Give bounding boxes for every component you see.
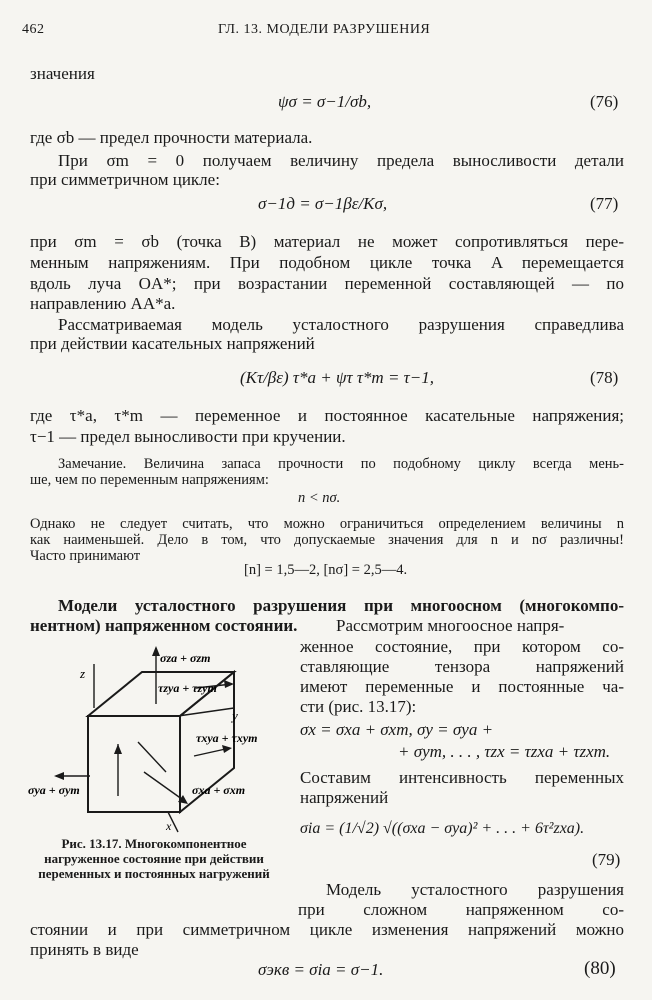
equation-79: σia = (1/√2) √((σxa − σya)² + . . . + 6τ²zxa).	[300, 820, 585, 837]
text-line: принять в виде	[30, 940, 139, 959]
text-line: при симметричном цикле:	[30, 170, 220, 189]
text-line: женное состояние, при котором со-	[300, 637, 624, 656]
text-line: при сложном напряженном со-	[298, 900, 624, 919]
text-line: Составим интенсивность переменных	[300, 768, 624, 787]
text-line: ставляющие тензора напряжений	[300, 657, 624, 676]
text-line: имеют переменные и постоянные ча-	[300, 677, 624, 696]
section-heading: нентном) напряженном состоянии.	[30, 616, 298, 635]
front-arrow-2	[138, 742, 166, 772]
label-sigma-z: σza + σzm	[160, 651, 211, 665]
label-z-axis: z	[80, 666, 86, 681]
equation-number: (78)	[590, 368, 619, 387]
text-line: значения	[30, 64, 95, 83]
label-y-axis: y	[232, 708, 238, 723]
text-line: менным напряжениям. При подобном цикле точка A перемещается	[30, 253, 624, 272]
label-tau-xy: τxya + τxym	[196, 731, 258, 745]
label-sigma-y: σya + σym	[28, 783, 80, 797]
equation-80: σэкв = σia = σ−1.	[258, 960, 384, 979]
text-line: стоянии и при симметричном цикле изменения напряжений можно	[30, 920, 624, 939]
cube-front-face	[88, 716, 180, 812]
text-line: при σm = σb (точка B) материал не может сопротивляться пере-	[30, 232, 624, 251]
label-tau-zy: τzya + τzym	[158, 681, 217, 695]
figure-caption: Рис. 13.17. Многокомпонентное нагруженное состояние при действии переменных и постоянных нагружений	[38, 836, 270, 881]
remark-equation: [n] = 1,5—2, [nσ] = 2,5—4.	[244, 562, 408, 578]
text-line: где τ*a, τ*m — переменное и постоянное касательные напряжения;	[30, 406, 624, 425]
text-line: Рассмотрим многоосное напря-	[336, 616, 565, 635]
equation-76: ψσ = σ−1/σb,	[278, 92, 372, 111]
text-line: напряжений	[300, 788, 389, 807]
section-heading: Модели усталостного разрушения при многоосном (многокомпо-	[58, 596, 624, 615]
text-line: где σb — предел прочности материала.	[30, 128, 313, 147]
remark-line: Однако не следует считать, что можно ограничиться определением величины n	[30, 516, 624, 532]
remark-line: Часто принимают	[30, 548, 141, 564]
equation-78: (Kτ/βε) τ*a + ψτ τ*m = τ−1,	[240, 368, 434, 387]
equation-number: (77)	[590, 194, 619, 213]
text-line: При σm = 0 получаем величину предела выносливости детали	[58, 151, 624, 170]
text-line: τ−1 — предел выносливости при кручении.	[30, 427, 346, 446]
text-line: сти (рис. 13.17):	[300, 697, 417, 716]
label-x-axis: x	[166, 819, 172, 833]
remark-line: Замечание. Величина запаса прочности по подобному циклу всегда мень-	[58, 456, 624, 472]
page-number: 462	[22, 22, 45, 37]
running-header: ГЛ. 13. МОДЕЛИ РАЗРУШЕНИЯ	[218, 22, 431, 37]
label-sigma-x: σxa + σxm	[192, 783, 246, 797]
equation-number: (79)	[592, 850, 621, 869]
text-line: направлению AA*a.	[30, 294, 176, 313]
remark-equation: n < nσ.	[298, 490, 341, 506]
equation-number: (80)	[584, 958, 616, 979]
text-line: при действии касательных напряжений	[30, 334, 315, 353]
equation-77: σ−1д = σ−1βε/Kσ,	[258, 194, 388, 213]
stress-cube-figure	[28, 644, 276, 834]
equation-number: (76)	[590, 92, 619, 111]
text-line: Рассматриваемая модель усталостного разрушения справедлива	[58, 315, 624, 334]
remark-line: как наименьшей. Дело в том, что допускаемые значения для n и nσ различны!	[30, 532, 624, 548]
equation-system: σx = σxa + σxm, σy = σya +	[300, 720, 494, 739]
text-line: вдоль луча OA*; при возрастании переменной составляющей — по	[30, 274, 624, 293]
equation-system: + σym, . . . , τzx = τzxa + τzxm.	[398, 742, 611, 761]
remark-line: ше, чем по переменным напряжениям:	[30, 472, 269, 488]
text-line: Модель усталостного разрушения	[326, 880, 624, 899]
